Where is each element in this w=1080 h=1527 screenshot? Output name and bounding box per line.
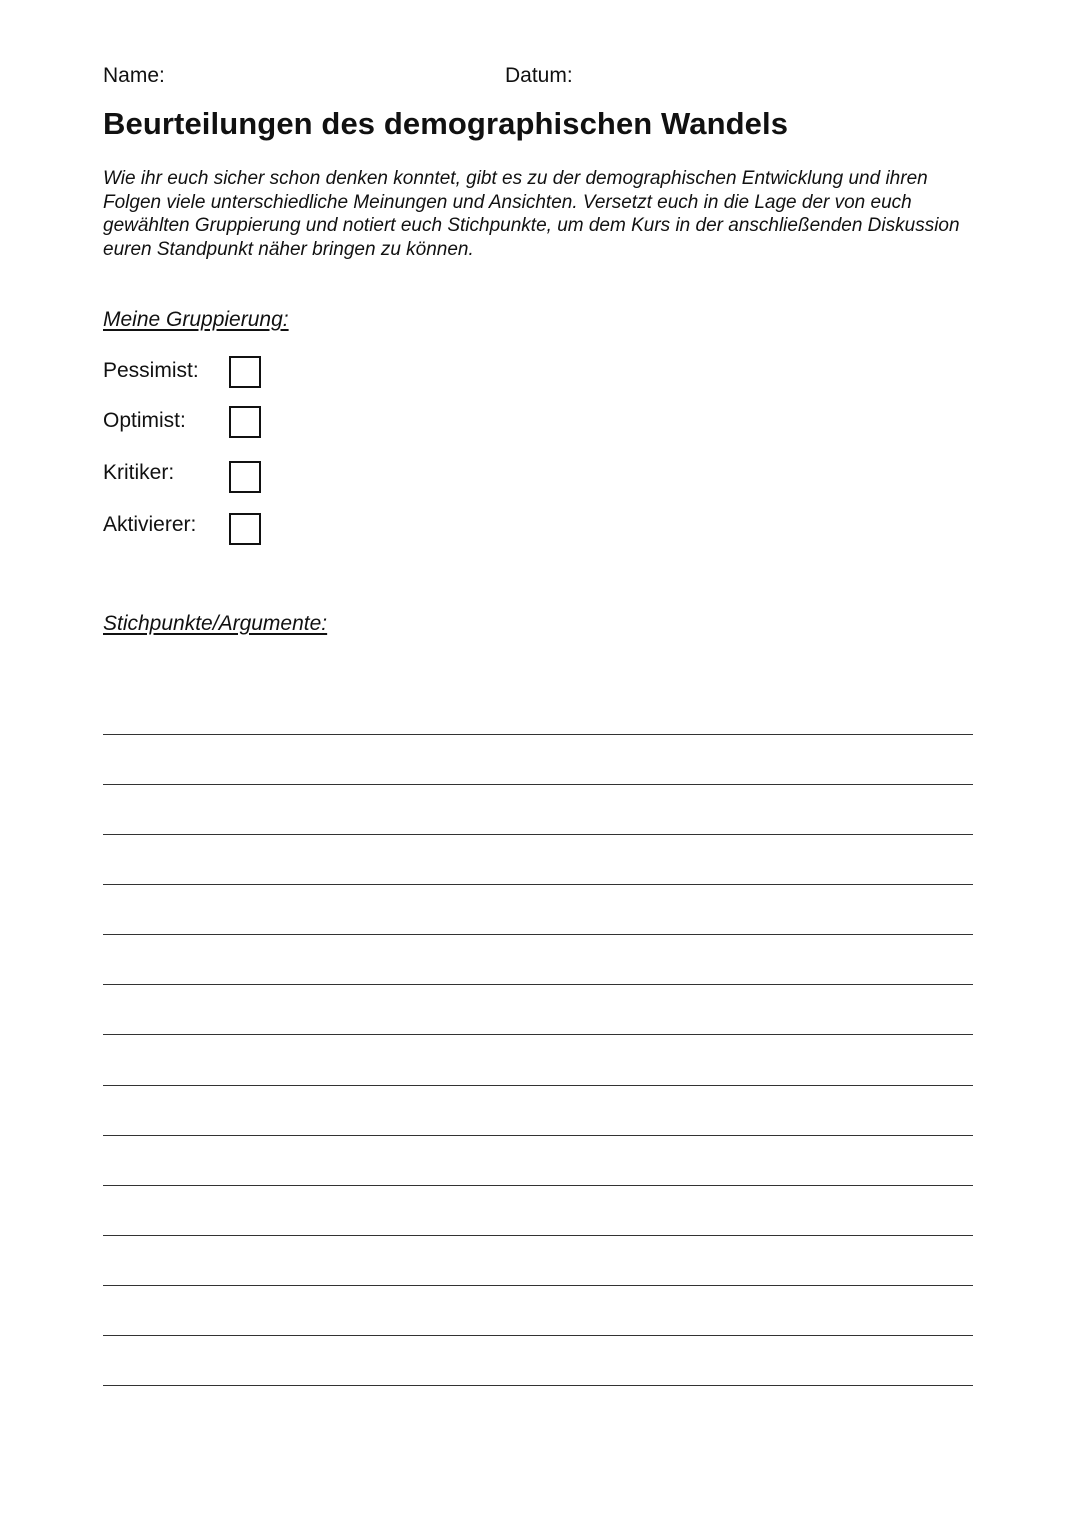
checkbox-pessimist[interactable] xyxy=(229,356,261,388)
name-label: Name: xyxy=(103,64,165,87)
checkbox-aktivierer[interactable] xyxy=(229,513,261,545)
writing-line-8[interactable] xyxy=(103,1085,973,1086)
writing-line-1[interactable] xyxy=(103,734,973,735)
checkbox-kritiker[interactable] xyxy=(229,461,261,493)
writing-line-10[interactable] xyxy=(103,1185,973,1186)
notes-heading: Stichpunkte/Argumente: xyxy=(103,612,328,635)
writing-line-12[interactable] xyxy=(103,1285,973,1286)
grouping-heading: Meine Gruppierung: xyxy=(103,308,289,331)
option-aktivierer xyxy=(103,510,403,542)
header-row xyxy=(103,64,973,90)
date-label: Datum: xyxy=(505,64,573,87)
option-pessimist xyxy=(103,356,403,388)
writing-line-14[interactable] xyxy=(103,1385,973,1386)
checkbox-optimist[interactable] xyxy=(229,406,261,438)
option-optimist xyxy=(103,406,403,438)
option-label-aktivierer: Aktivierer: xyxy=(103,513,197,536)
writing-line-13[interactable] xyxy=(103,1335,973,1336)
intro-text: Wie ihr euch sicher schon denken konntet, gibt es zu der demographischen Entwicklung und ihren Folgen viele unterschiedliche Meinungen und Ansichten. Versetzt euch in die Lage der von euch gewählten Gruppierung und notiert euch Stichpunkte, um dem Kurs in der anschließenden Diskussion euren Standpunkt näher bringen zu können. xyxy=(103,168,960,260)
option-label-pessimist: Pessimist: xyxy=(103,359,199,382)
writing-line-9[interactable] xyxy=(103,1135,973,1136)
writing-line-11[interactable] xyxy=(103,1235,973,1236)
writing-line-4[interactable] xyxy=(103,884,973,885)
option-kritiker xyxy=(103,458,403,490)
writing-line-7[interactable] xyxy=(103,1034,973,1035)
writing-line-6[interactable] xyxy=(103,984,973,985)
writing-line-3[interactable] xyxy=(103,834,973,835)
option-label-optimist: Optimist: xyxy=(103,409,186,432)
writing-line-2[interactable] xyxy=(103,784,973,785)
option-label-kritiker: Kritiker: xyxy=(103,461,175,484)
writing-line-5[interactable] xyxy=(103,934,973,935)
page-title: Beurteilungen des demographischen Wandels xyxy=(103,106,789,141)
